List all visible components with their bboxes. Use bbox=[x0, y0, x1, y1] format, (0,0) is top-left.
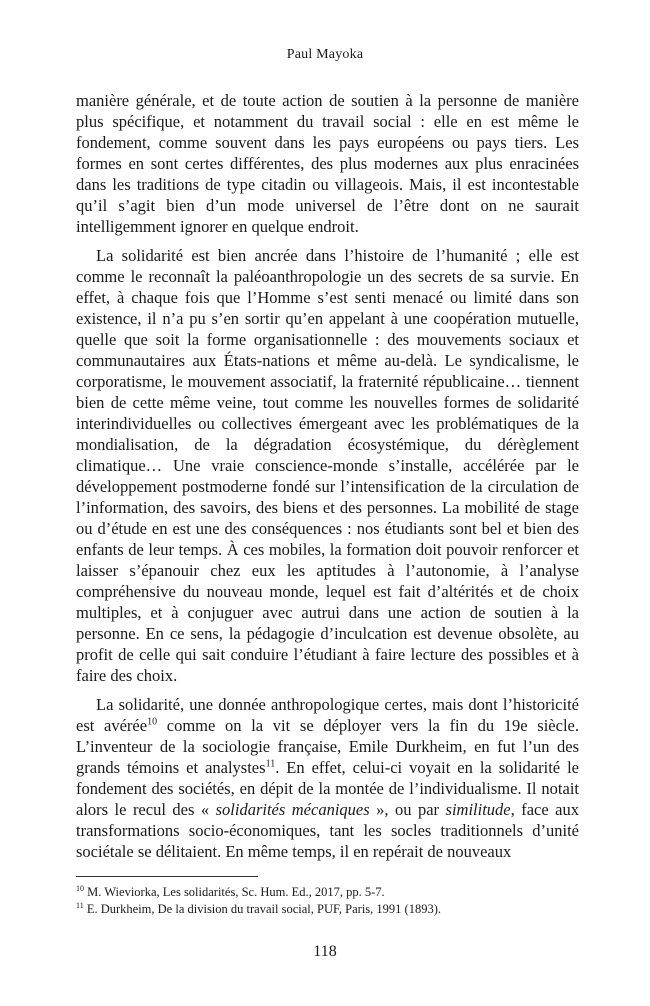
page-number: 118 bbox=[313, 943, 337, 960]
main-text bbox=[76, 90, 579, 870]
footnote-ref-10[interactable]: 10 bbox=[147, 716, 158, 728]
footnote-text: M. Wieviorka, Les solidarités, Sc. Hum. Ed., 2017, pp. 5-7. bbox=[84, 885, 385, 899]
paragraph-2: La solidarité est bien ancrée dans l’histoire de l’humanité ; elle est comme le reconnaît la paléoanthropologie un des secrets de sa survie. En effet, à chaque fois que l’Homme s’est senti menacé ou limité dans son existence, il n’a pu s’en sortir qu’en appelant à une coopération mutuelle, quelle que soit la forme organisationnelle : des mouvements sociaux et communautaires aux États-nations et même au-delà. Le syndicalisme, le corporatisme, le mouvement associatif, la fraternité républicaine… tiennent bien de cette même veine, tout comme les nouvelles formes de solidarité interindividuelles ou collectives émergeant avec les problématiques de la mondialisation, de la dégradation écosystémique, du dérèglement climatique… Une vraie conscience-monde s’installe, accélérée par le développement postmoderne fondé sur l’intensification de la circulation de l’information, des savoirs, des biens et des personnes. La mobilité de stage ou d’étude en est une des conséquences : nos étudiants sont bel et bien des enfants de leur temps. À ces mobiles, la formation doit pouvoir renforcer et laisser s’épanouir chez eux les aptitudes à l’autonomie, à l’analyse compréhensive du nouveau monde, lequel est fait d’altérités et de choix multiples, et à conjuguer avec autrui dans une action de soutien à la personne. En ce sens, la pédagogie d’inculcation est devenue obsolète, au profit de celle qui sait conduire l’étudiant à faire lecture des possibles et à faire des choix. bbox=[76, 246, 579, 685]
running-header: Paul Mayoka bbox=[286, 47, 364, 62]
footnote-ref-11[interactable]: 11 bbox=[265, 758, 276, 770]
italic-term-solidarites-mecaniques: solidarités mécaniques bbox=[215, 800, 370, 819]
italic-term-similitude: similitude bbox=[445, 800, 511, 819]
footnotes bbox=[76, 884, 579, 918]
footnote-11 bbox=[76, 901, 579, 918]
footnote-text: E. Durkheim, De la division du travail social, PUF, Paris, 1991 (1893). bbox=[83, 902, 441, 916]
paragraph-3-text-b: comme on la vit se déployer vers la fin du 19e siècle. L’inventeur de la sociologie française, Emile Durkheim, en fut l’un des grands témoins et analystes bbox=[76, 716, 579, 777]
footnote-10 bbox=[76, 884, 579, 901]
footnote-divider bbox=[76, 876, 258, 877]
footnote-number: 11 bbox=[76, 900, 84, 910]
paragraph-3-text-a: La solidarité, une donnée anthropologique certes, mais dont l’historicité est avérée bbox=[76, 695, 579, 735]
paragraph-3-text-e: , face aux transformations socio-économiques, tant les socles traditionnels d’unité sociétale se délitaient. En même temps, il en repérait de nouveaux bbox=[76, 800, 579, 861]
paragraph-1: manière générale, et de toute action de soutien à la personne de manière plus spécifique, et notamment du travail social : elle en est même le fondement, comme souvent dans les pays européens ou pays tiers. Les formes en sont certes différentes, des plus modernes aux plus enracinées dans les traditions de type citadin ou villageois. Mais, il est incontestable qu’il s’agit bien d’un mode universel de l’être dont on ne saurait intelligemment ignorer en quelque endroit. bbox=[76, 91, 579, 236]
paragraph-3-text-d: », ou par bbox=[369, 800, 446, 819]
paragraph-3 bbox=[76, 694, 579, 862]
footnote-number: 10 bbox=[76, 883, 84, 893]
paragraph-3-text-c: . En effet, celui-ci voyait en la solidarité le fondement des sociétés, en dépit de la montée de l’individualisme. Il notait alors le recul des « bbox=[76, 758, 579, 819]
